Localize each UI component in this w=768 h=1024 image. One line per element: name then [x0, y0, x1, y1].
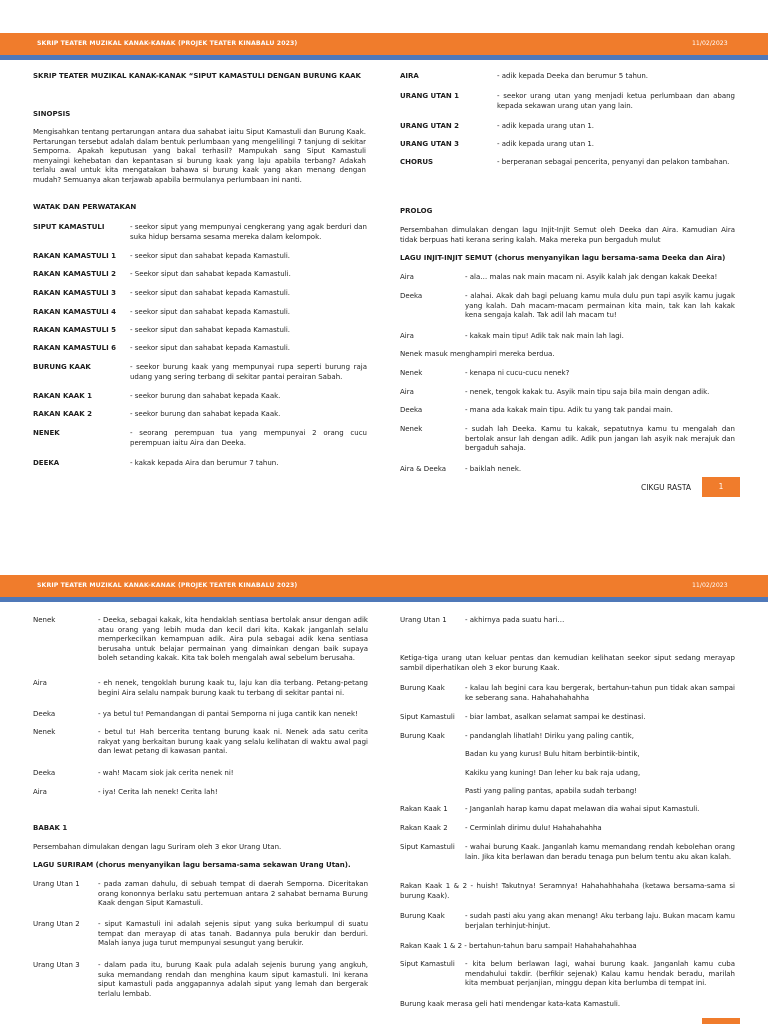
speaker: Nenek — [400, 369, 423, 377]
speaker: Nenek — [400, 425, 423, 433]
speaker: Urang Utan 3 — [33, 961, 80, 969]
character-name: RAKAN KAMASTULI 5 — [33, 326, 117, 334]
character-name: BURUNG KAAK — [33, 363, 91, 371]
speaker: Rakan Kaak 1 — [400, 805, 448, 813]
speaker: Aira & Deeka — [400, 465, 447, 473]
page1-header-title: SKRIP TEATER MUZIKAL KANAK-KANAK (PROJEK TEATER KINABALU 2023) — [37, 40, 298, 47]
watak-heading: WATAK DAN PERWATAKAN — [33, 203, 137, 211]
character-name: NENEK — [33, 429, 60, 437]
dialog-line: Rakan Kaak 1 & 2 - huish! Takutnya! Seramnya! Hahahahhahaha (ketawa bersama-sama si burung Kaak). — [400, 882, 735, 900]
dialog-line: - baiklah nenek. — [465, 465, 522, 473]
character-desc: - seekor siput dan sahabat kepada Kamastuli. — [130, 252, 291, 260]
song-heading: LAGU SURIRAM (chorus menyanyikan lagu bersama-sama sekawan Urang Utan). — [33, 861, 351, 869]
stage-direction: Ketiga-tiga urang utan keluar pentas dan kemudian kelihatan seekor siput sedang merayap sambil diperhatikan oleh 3 ekor burung Kaak. — [400, 654, 735, 672]
dialog-line: - Janganlah harap kamu dapat melawan dia wahai siput Kamastuli. — [465, 805, 700, 813]
character-desc: - adik kepada urang utan 1. — [497, 122, 595, 130]
character-desc: - seekor siput dan sahabat kepada Kamastuli. — [130, 344, 291, 352]
dialog-line: - akhirnya pada suatu hari… — [465, 616, 565, 624]
dialog-line: - ya betul tu! Pemandangan di pantai Semporna ni juga cantik kan nenek! — [98, 710, 358, 718]
speaker: Deeka — [400, 406, 423, 414]
dialog-line: - wahai burung Kaak. Janganlah kamu memandang rendah kebolehan orang lain. Jika kita berlawan dan beradu tenaga pun belum tentu aku akan kalah. — [465, 843, 735, 861]
character-name: SIPUT KAMASTULI — [33, 223, 105, 231]
stage-direction: Burung kaak merasa geli hati mendengar kata-kata Kamastuli. — [400, 1000, 621, 1008]
prolog-text: Persembahan dimulakan dengan lagu Injit-Injit Semut oleh Deeka dan Aira. Kamudian Aira tidak berpuas hati kerana sering kalah. Maka mereka pun bergaduh mulut — [400, 226, 735, 244]
song-heading: LAGU INJIT-INJIT SEMUT (chorus menyanyikan lagu bersama-sama Deeka dan Aira) — [400, 254, 726, 262]
character-name: RAKAN KAMASTULI 3 — [33, 289, 117, 297]
page-number: 1 — [702, 477, 740, 497]
dialog-line: - eh nenek, tengoklah burung kaak tu, laju kan dia terbang. Petang-petang begini Aira selalu nampak burung kaak tu terbang di sekitar pantai ni. — [98, 679, 368, 697]
character-desc: - seekor burung kaak yang mempunyai rupa seperti burung raja udang yang sering terbang di sekitar pantai perairan Sabah. — [130, 363, 367, 381]
dialog-line: - kenapa ni cucu-cucu nenek? — [465, 369, 570, 377]
speaker: Urang Utan 2 — [33, 920, 80, 928]
dialog-line: - alahai. Akak dah bagi peluang kamu mula dulu pun tapi asyik kamu jugak yang kalah. Dah macam-macam permainan kita main, tak kan lah kakak kena sengaja kalah. Tak adil lah macam tu! — [465, 292, 735, 320]
character-desc: - berperanan sebagai pencerita, penyanyi dan pelakon tambahan. — [497, 158, 730, 166]
character-desc: - seekor burung dan sahabat kepada Kaak. — [130, 410, 281, 418]
character-name: URANG UTAN 2 — [400, 122, 460, 130]
speaker: Urang Utan 1 — [33, 880, 80, 888]
speaker: Burung Kaak — [400, 684, 445, 692]
page2-header-title: SKRIP TEATER MUZIKAL KANAK-KANAK (PROJEK TEATER KINABALU 2023) — [37, 582, 298, 589]
dialog-line: - biar lambat, asalkan selamat sampai ke destinasi. — [465, 713, 646, 721]
character-name: CHORUS — [400, 158, 434, 166]
speaker: Deeka — [33, 769, 56, 777]
character-desc: - seorang perempuan tua yang mempunyai 2 orang cucu perempuan iaitu Aira dan Deeka. — [130, 429, 367, 447]
character-desc: - seekor siput dan sahabat kepada Kamastuli. — [130, 308, 291, 316]
character-desc: - seekor burung dan sahabat kepada Kaak. — [130, 392, 281, 400]
dialog-line: - sudah pasti aku yang akan menang! Aku terbang laju. Bukan macam kamu berjalan terhinjut-hinjut. — [465, 912, 735, 930]
speaker: Nenek — [33, 728, 56, 736]
speaker: Siput Kamastuli — [400, 960, 455, 968]
speaker: Aira — [33, 679, 47, 687]
prolog-heading: PROLOG — [400, 207, 433, 215]
character-desc: - seekor siput yang mempunyai cengkerang yang agak berduri dan suka hidup bersama sesama mereka dalam kelompok. — [130, 223, 367, 241]
character-name: RAKAN KAMASTULI 4 — [33, 308, 117, 316]
page1-header-rule — [0, 55, 768, 60]
footer-author: CIKGU RASTA — [641, 483, 691, 492]
speaker: Deeka — [400, 292, 423, 300]
character-desc: - kakak kepada Aira dan berumur 7 tahun. — [130, 459, 279, 467]
dialog-line: - pandanglah lihatlah! Diriku yang paling cantik, — [465, 732, 634, 740]
character-name: URANG UTAN 3 — [400, 140, 460, 148]
dialog-line: - iya! Cerita lah nenek! Cerita lah! — [98, 788, 218, 796]
speaker: Aira — [400, 388, 414, 396]
dialog-line: - kita belum berlawan lagi, wahai burung kaak. Janganlah kamu cuba mendahului takdir. (berfikir sejenak) Kalau kamu hendak beradu, marilah kita membuat perjanjian, minggu depan kita berlumba di tempat ini. — [465, 960, 735, 988]
character-name: RAKAN KAMASTULI 2 — [33, 270, 117, 278]
dialog-line: - nenek, tengok kakak tu. Asyik main tipu saja bila main dengan adik. — [465, 388, 710, 396]
babak-heading: BABAK 1 — [33, 824, 68, 832]
speaker: Aira — [400, 332, 414, 340]
dialog-line: - Deeka, sebagai kakak, kita hendaklah sentiasa bertolak ansur dengan adik atau orang yang lebih muda dan kecil dari kita. Kakak janganlah selalu memperkecilkan kemampuan adik. Aira pula sebagai adik kena sentiasa berusaha untuk belajar permainan yang dimainkan dengan baik supaya boleh setanding kakak. Kita tak boleh mengalah awal sebelum berusaha. — [98, 616, 368, 663]
sinopsis-text: Mengisahkan tentang pertarungan antara dua sahabat iaitu Siput Kamastuli dan Burung Kaak. Pertarungan tersebut adalah dalam bentuk perlumbaan yang mengelilingi 7 tanjung di sekitar Semporna. Apakah keputusan yang bakal terhasil? Mampukah sang Siput Kamastuli menyaingi kehebatan dan kepantasan si burung kaak yang laju apabila terbang? Adakah terlalu awal untuk kita mengatakan bahawa si burung kaak yang akan menang dengan mudah? Semuanya akan terjawab apabila bermulanya perlumbaan ini nanti. — [33, 128, 366, 184]
speaker: Burung Kaak — [400, 912, 445, 920]
speaker: Siput Kamastuli — [400, 713, 455, 721]
character-desc: - seekor urang utan yang menjadi ketua perlumbaan dan abang kepada sekawan urang utan yang lain. — [497, 92, 735, 110]
speaker: Burung Kaak — [400, 732, 445, 740]
character-name: RAKAN KAAK 2 — [33, 410, 92, 418]
script-title: SKRIP TEATER MUZIKAL KANAK-KANAK “SIPUT KAMASTULI DENGAN BURUNG KAAK — [33, 72, 361, 80]
character-name: RAKAN KAAK 1 — [33, 392, 92, 400]
speaker: Rakan Kaak 2 — [400, 824, 448, 832]
page1-header-date: 11/02/2023 — [692, 40, 728, 47]
babak-text: Persembahan dimulakan dengan lagu Suriram oleh 3 ekor Urang Utan. — [33, 843, 282, 851]
page2-header-rule — [0, 597, 768, 602]
song-verse: Pasti yang paling pantas, apabila sudah terbang! — [465, 787, 638, 795]
character-name: RAKAN KAMASTULI 1 — [33, 252, 117, 260]
dialog-line: - dalam pada itu, burung Kaak pula adalah sejenis burung yang angkuh, suka memandang rendah dan menghina kaum siput kamastuli. Ini kerana siput kamastuli pada anggapannya adalah siput yang lemah dan bergerak terlalu lembab. — [98, 961, 368, 998]
dialog-line: - Cerminlah dirimu dulu! Hahahahahha — [465, 824, 602, 832]
dialog-line: - pada zaman dahulu, di sebuah tempat di daerah Semporna. Diceritakan orang kononnya berlaku satu pertemuan antara 2 sahabat bernama Burung Kaak dengan Siput Kamastuli. — [98, 880, 368, 908]
dialog-line: - betul tu! Hah bercerita tentang burung kaak ni. Nenek ada satu cerita rakyat yang berkaitan burung kaak yang selalu kelihatan di waktu awal pagi dan lewat petang di kawasan pantai. — [98, 728, 368, 756]
dialog-line: - siput Kamastuli ini adalah sejenis siput yang suka berkumpul di suatu tempat dan merayap di atas tanah. Badannya pula berukir dan berduri. Malah ianya juga turut mempunyai sesungut yang berukir. — [98, 920, 368, 948]
character-desc: - seekor siput dan sahabat kepada Kamastuli. — [130, 326, 291, 334]
character-desc: - seekor siput dan sahabat kepada Kamastuli. — [130, 289, 291, 297]
character-name: RAKAN KAMASTULI 6 — [33, 344, 117, 352]
character-desc: - Seekor siput dan sahabat kepada Kamastuli. — [130, 270, 291, 278]
speaker: Deeka — [33, 710, 56, 718]
stage-direction: Nenek masuk menghampiri mereka berdua. — [400, 350, 555, 358]
song-verse: Kakiku yang kuning! Dan leher ku bak raja udang, — [465, 769, 641, 777]
dialog-line: Rakan Kaak 1 & 2 - bertahun-tahun baru sampai! Hahahahahahhaa — [400, 942, 637, 950]
speaker: Aira — [400, 273, 414, 281]
dialog-line: - wah! Macam siok jak cerita nenek ni! — [98, 769, 234, 777]
character-name: AIRA — [400, 72, 419, 80]
dialog-line: - kalau lah begini cara kau bergerak, bertahun-tahun pun tidak akan sampai ke seberang sana. Hahahahahahha — [465, 684, 735, 702]
speaker: Aira — [33, 788, 47, 796]
page2-number-tab — [702, 1018, 740, 1024]
dialog-line: - ala… malas nak main macam ni. Asyik kalah jak dengan kakak Deeka! — [465, 273, 718, 281]
song-verse: Badan ku yang kurus! Bulu hitam berbintik-bintik, — [465, 750, 640, 758]
speaker: Urang Utan 1 — [400, 616, 447, 624]
character-desc: - adik kepada urang utan 1. — [497, 140, 595, 148]
dialog-line: - sudah lah Deeka. Kamu tu kakak, sepatutnya kamu tu mengalah dan bertolak ansur lah dengan adik. Adik pun jangan lah asyik nak merajuk dan bergaduh sahaja. — [465, 425, 735, 453]
speaker: Siput Kamastuli — [400, 843, 455, 851]
speaker: Nenek — [33, 616, 56, 624]
character-desc: - adik kepada Deeka dan berumur 5 tahun. — [497, 72, 649, 80]
dialog-line: - mana ada kakak main tipu. Adik tu yang tak pandai main. — [465, 406, 673, 414]
sinopsis-heading: SINOPSIS — [33, 110, 71, 118]
character-name: URANG UTAN 1 — [400, 92, 460, 100]
page2-header-date: 11/02/2023 — [692, 582, 728, 589]
dialog-line: - kakak main tipu! Adik tak nak main lah lagi. — [465, 332, 624, 340]
character-name: DEEKA — [33, 459, 60, 467]
